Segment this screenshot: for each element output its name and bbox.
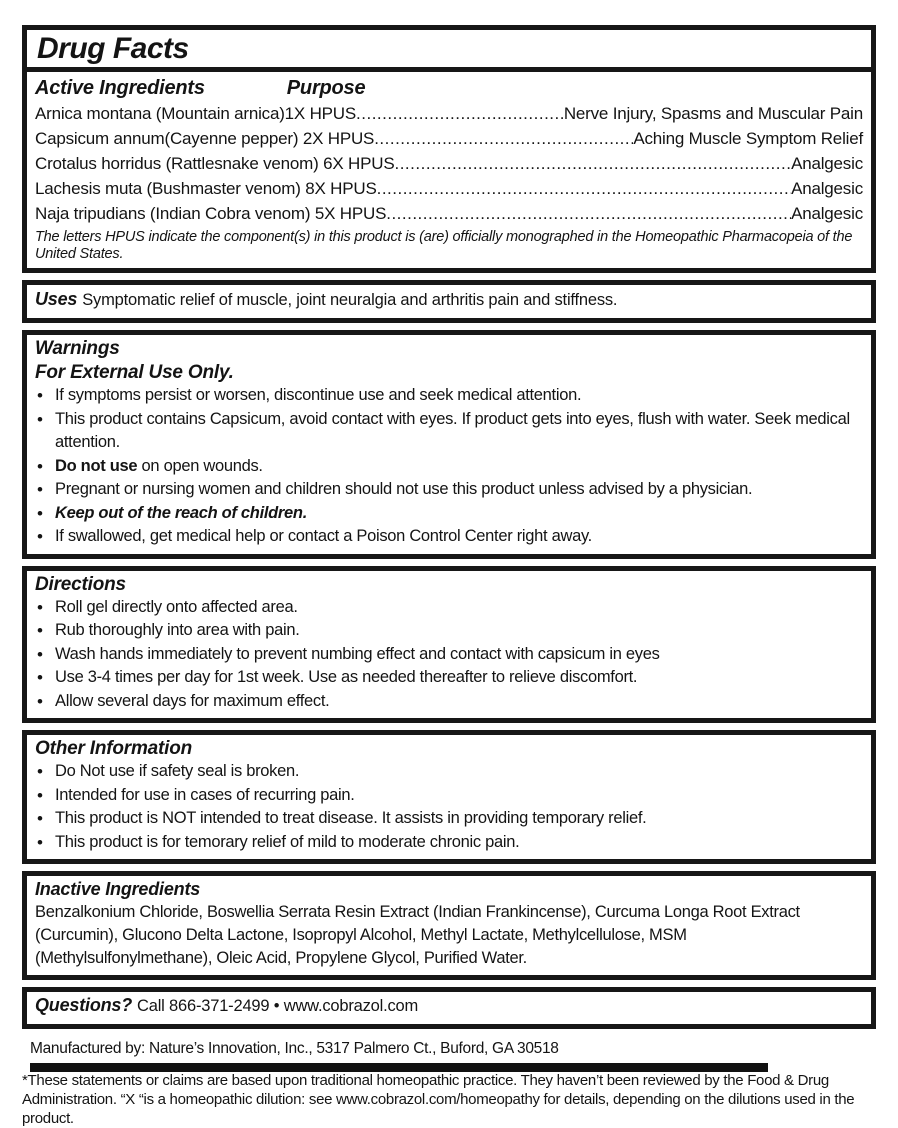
homeopathic-disclaimer: *These statements or claims are based upon traditional homeopathic practice. They haven’t been reviewed by the Food & Drug Administration. “X “is a homeopathic dilution: see www.cobrazol.com/homeopathy for details, depending on the dilutions used in the product. <box>22 1072 855 1127</box>
bottom-crop-bar <box>30 1063 768 1072</box>
warning-item <box>35 502 863 526</box>
ingredient-purpose: Nerve Injury, Spasms and Muscular Pain <box>563 104 863 123</box>
warning-text: If swallowed, get medical help or contact a Poison Control Center right away. <box>55 527 592 545</box>
warning-item <box>35 525 863 549</box>
title-divider <box>27 67 871 72</box>
ingredient-row <box>35 101 863 126</box>
uses-line <box>35 286 863 313</box>
dot-leader <box>377 176 791 201</box>
ingredient-row <box>35 201 863 226</box>
warning-item <box>35 384 863 408</box>
section-uses <box>22 280 876 323</box>
direction-text: Roll gel directly onto affected area. <box>55 597 298 616</box>
dot-leader <box>356 101 564 126</box>
questions-line <box>35 993 863 1019</box>
inactive-ingredients-text: Benzalkonium Chloride, Boswellia Serrata Resin Extract (Indian Frankincense), Curcuma Longa Root Extract (Curcumin), Glucono Delta Lactone, Isopropyl Alcohol, Methyl Lactate, Methylcellulose, MSM (Methylsulfonylmethane), Oleic Acid, Propylene Glycol, Purified Water. <box>35 903 800 967</box>
section-active-ingredients <box>22 25 876 273</box>
warning-text: This product contains Capsicum, avoid contact with eyes. If product gets into eyes, flush with water. Seek medical attention. <box>55 409 850 451</box>
ingredient-name: Capsicum annum(Cayenne pepper) 2X HPUS <box>35 129 375 148</box>
inactive-ingredients-heading: Inactive Ingredients <box>35 879 201 899</box>
section-directions <box>22 566 876 724</box>
direction-text: Rub thoroughly into area with pain. <box>55 621 300 639</box>
hpus-note: The letters HPUS indicate the component(s) in this product is (are) officially monographed in the Homeopathic Pharmacopeia of the United States. <box>35 229 853 262</box>
ingredient-purpose: Analgesic <box>791 154 863 173</box>
other-info-text: This product is for temorary relief of mild to moderate chronic pain. <box>55 832 520 851</box>
ingredient-name: Lachesis muta (Bushmaster venom) 8X HPUS <box>35 179 377 198</box>
active-ingredients-header <box>35 74 863 101</box>
warning-text: on open wounds. <box>137 456 263 475</box>
ingredient-purpose: Analgesic <box>791 204 863 223</box>
direction-text: Wash hands immediately to prevent numbing effect and contact with capsicum in eyes <box>55 644 660 663</box>
direction-item <box>35 619 863 643</box>
ingredient-name: Naja tripudians (Indian Cobra venom) 5X HPUS <box>35 204 387 223</box>
manufacturer-line: Manufactured by: Nature’s Innovation, Inc., 5317 Palmero Ct., Buford, GA 30518 <box>30 1040 559 1057</box>
uses-heading: Uses <box>35 289 78 309</box>
ingredient-purpose: Analgesic <box>791 179 863 198</box>
other-info-text: Intended for use in cases of recurring pain. <box>55 785 355 804</box>
drug-facts-title: Drug Facts <box>37 32 189 65</box>
other-info-item <box>35 784 863 808</box>
section-inactive-ingredients <box>22 871 876 980</box>
direction-text: Use 3-4 times per day for 1st week. Use as needed thereafter to relieve discomfort. <box>55 668 638 686</box>
ingredient-row <box>35 176 863 201</box>
other-info-item <box>35 807 863 831</box>
purpose-heading: Purpose <box>286 77 366 99</box>
questions-text: Call 866-371-2499 • www.cobrazol.com <box>137 997 419 1015</box>
dot-leader <box>374 126 633 151</box>
direction-text: Allow several days for maximum effect. <box>55 691 330 710</box>
other-info-text: Do Not use if safety seal is broken. <box>55 762 300 780</box>
other-info-item <box>35 831 863 855</box>
warnings-heading: Warnings <box>35 338 120 359</box>
warnings-subheading: For External Use Only. <box>35 362 234 383</box>
section-other-information <box>22 730 876 864</box>
ingredient-name: Crotalus horridus (Rattlesnake venom) 6X HPUS <box>35 154 395 173</box>
warning-item <box>35 478 863 502</box>
questions-heading: Questions? <box>35 995 133 1015</box>
direction-item <box>35 666 863 690</box>
ingredient-row <box>35 126 863 151</box>
section-warnings <box>22 330 876 559</box>
other-info-item <box>35 760 863 784</box>
dot-leader <box>394 151 791 176</box>
direction-item <box>35 690 863 714</box>
ingredient-name: Arnica montana (Mountain arnica)1X HPUS <box>35 104 357 123</box>
ingredient-row <box>35 151 863 176</box>
warning-item <box>35 408 863 455</box>
warning-text: Pregnant or nursing women and children should not use this product unless advised by a physician. <box>55 480 753 498</box>
ingredient-purpose: Aching Muscle Symptom Relief <box>633 129 863 148</box>
warning-text: If symptoms persist or worsen, discontinue use and seek medical attention. <box>55 386 582 404</box>
other-information-heading: Other Information <box>35 738 193 759</box>
other-info-text: This product is NOT intended to treat disease. It assists in providing temporary relief. <box>55 809 647 827</box>
direction-item <box>35 643 863 667</box>
direction-item <box>35 596 863 620</box>
warning-text-emph: Keep out of the reach of children. <box>55 503 307 522</box>
directions-heading: Directions <box>35 573 126 595</box>
warning-text-bold: Do not use <box>55 456 138 475</box>
section-questions <box>22 987 876 1029</box>
active-ingredients-heading: Active Ingredients <box>35 77 205 99</box>
dot-leader <box>386 201 791 226</box>
uses-text: Symptomatic relief of muscle, joint neuralgia and arthritis pain and stiffness. <box>82 291 618 309</box>
warning-item <box>35 455 863 479</box>
